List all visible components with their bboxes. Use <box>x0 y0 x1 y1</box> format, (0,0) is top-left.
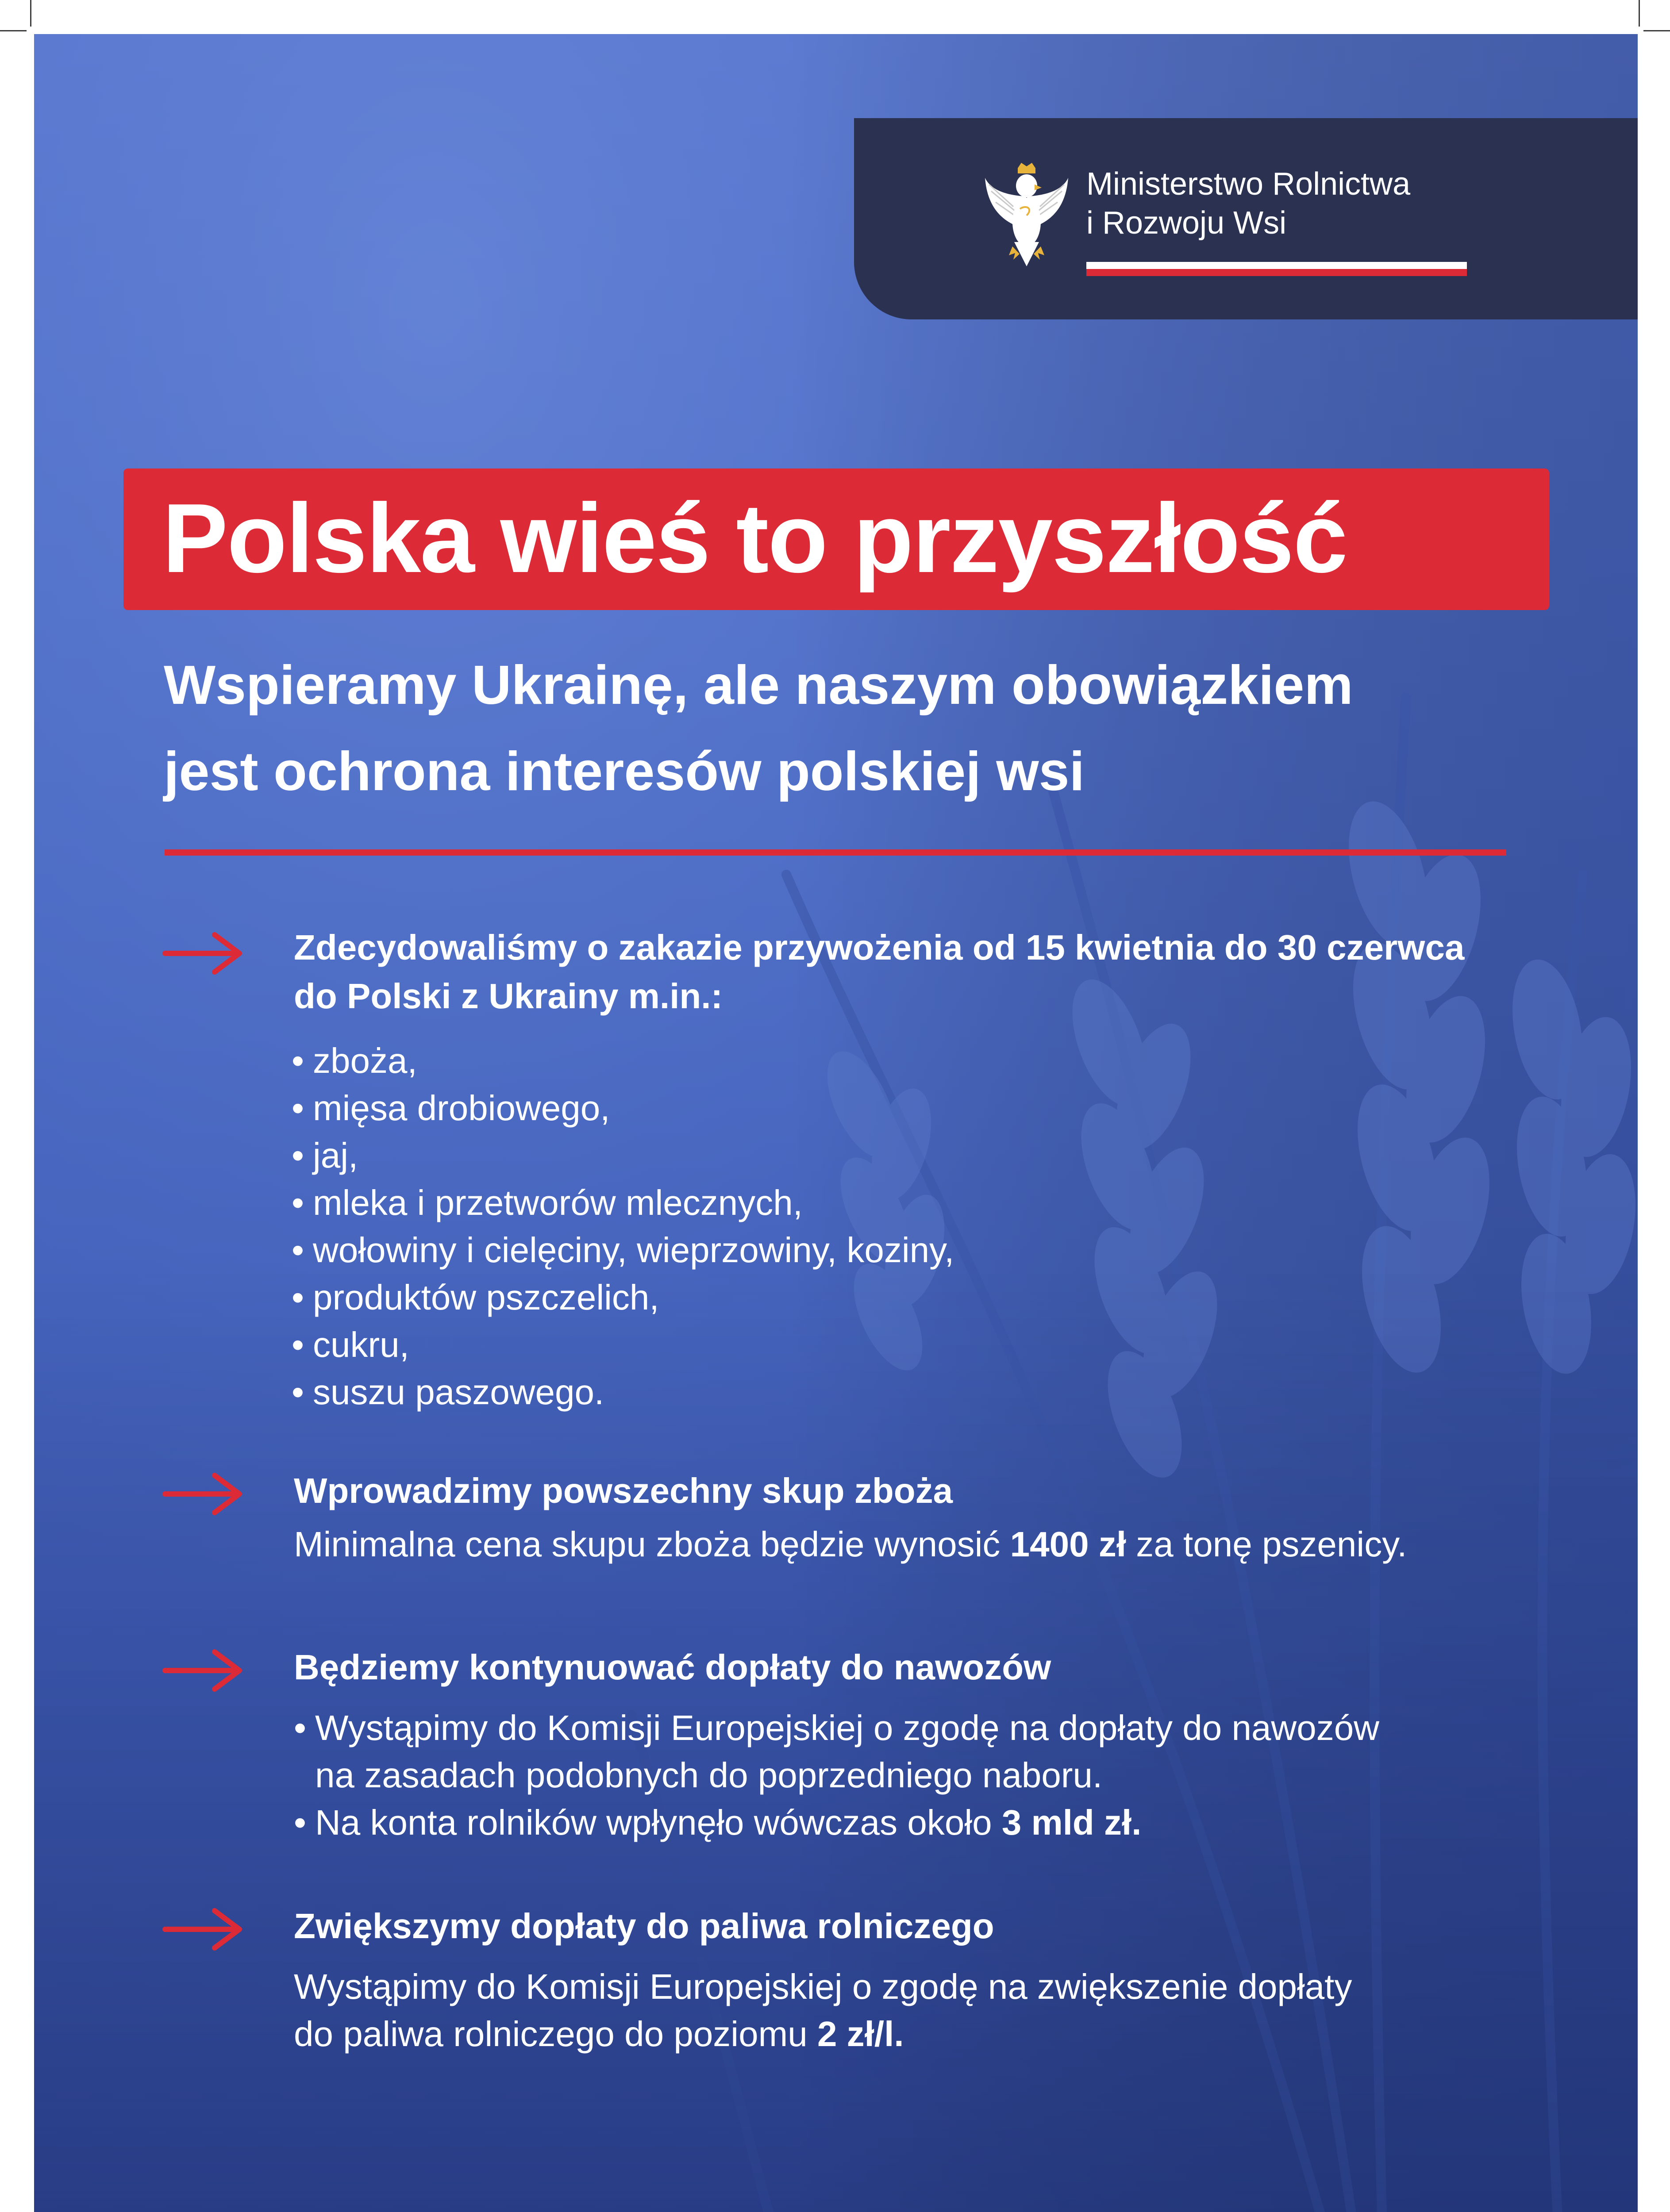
list-item: • jaj, <box>292 1136 358 1175</box>
crop-mark <box>30 0 31 27</box>
poster <box>34 34 1638 2212</box>
flag-red-band <box>1086 269 1467 276</box>
section-grain-purchase <box>162 1467 1578 1599</box>
ministry-name-line-1: Ministerstwo Rolnictwa <box>1086 166 1411 202</box>
fuel-subsidy-value: 2 zł/l. <box>817 2014 904 2054</box>
section-title: Będziemy kontynuować dopłaty do nawozów <box>294 1647 1051 1687</box>
list-item: • mięsa drobiowego, <box>292 1088 610 1128</box>
section-body <box>294 1704 1379 1846</box>
red-arrow-right-icon <box>162 1648 244 1693</box>
subheadline <box>164 642 1580 815</box>
ministry-name <box>1086 165 1410 242</box>
red-divider <box>165 849 1506 856</box>
section-body <box>294 1963 1352 2058</box>
red-arrow-right-icon <box>162 931 244 975</box>
list-item: • cukru, <box>292 1325 409 1364</box>
ministry-logo-panel <box>854 118 1638 319</box>
list-item: • produktów pszczelich, <box>292 1278 659 1317</box>
section-import-ban <box>162 923 1578 1423</box>
section-title-line-1: Zdecydowaliśmy o zakazie przywożenia od 15 kwietnia do 30 czerwca <box>294 928 1465 967</box>
section-title <box>294 923 1464 1021</box>
polish-flag-stripe <box>1086 262 1467 276</box>
section-title: Zwiększymy dopłaty do paliwa rolniczego <box>294 1906 994 1946</box>
ministry-name-line-2: i Rozwoju Wsi <box>1086 205 1287 241</box>
body-line-1: Wystąpimy do Komisji Europejskiej o zgodę na zwiększenie dopłaty <box>294 1967 1352 2006</box>
crop-mark <box>0 30 27 31</box>
section-fuel-subsidy <box>162 1902 1578 2054</box>
amount-value: 3 mld zł. <box>1001 1803 1142 1842</box>
red-arrow-right-icon <box>162 1472 244 1516</box>
list-item: • zboża, <box>292 1041 417 1080</box>
crop-mark <box>1643 30 1670 31</box>
list-item: • Wystąpimy do Komisji Europejskiej o zgodę na dopłaty do nawozów <box>294 1708 1379 1747</box>
body-line-2: do paliwa rolniczego do poziomu 2 zł/l. <box>294 2014 904 2054</box>
headline-banner <box>123 469 1549 610</box>
list-item: • wołowiny i cielęciny, wieprzowiny, koziny, <box>292 1230 954 1270</box>
flag-white-band <box>1086 262 1467 269</box>
headline: Polska wieś to przyszłość <box>162 484 1347 593</box>
subheadline-line-1: Wspieramy Ukrainę, ale naszym obowiązkiem <box>164 655 1353 716</box>
section-title: Wprowadzimy powszechny skup zboża <box>294 1471 953 1510</box>
list-item-continuation: na zasadach podobnych do poprzedniego naboru. <box>315 1755 1103 1795</box>
subheadline-line-2: jest ochrona interesów polskiej wsi <box>164 741 1085 802</box>
section-fertilizer-subsidy <box>162 1643 1578 1842</box>
price-value: 1400 zł <box>1010 1525 1127 1564</box>
list-item: • Na konta rolników wpłynęło wówczas około 3 mld zł. <box>294 1803 1142 1842</box>
red-arrow-right-icon <box>162 1907 244 1951</box>
section-body: Minimalna cena skupu zboża będzie wynosić 1400 zł za tonę pszenicy. <box>294 1525 1407 1564</box>
crop-mark <box>1639 0 1640 27</box>
white-eagle-emblem-icon <box>982 160 1071 275</box>
section-title-line-2: do Polski z Ukrainy m.in.: <box>294 976 723 1016</box>
banned-products-list <box>292 1037 954 1416</box>
list-item: • suszu paszowego. <box>292 1372 604 1412</box>
list-item: • mleka i przetworów mlecznych, <box>292 1183 803 1222</box>
